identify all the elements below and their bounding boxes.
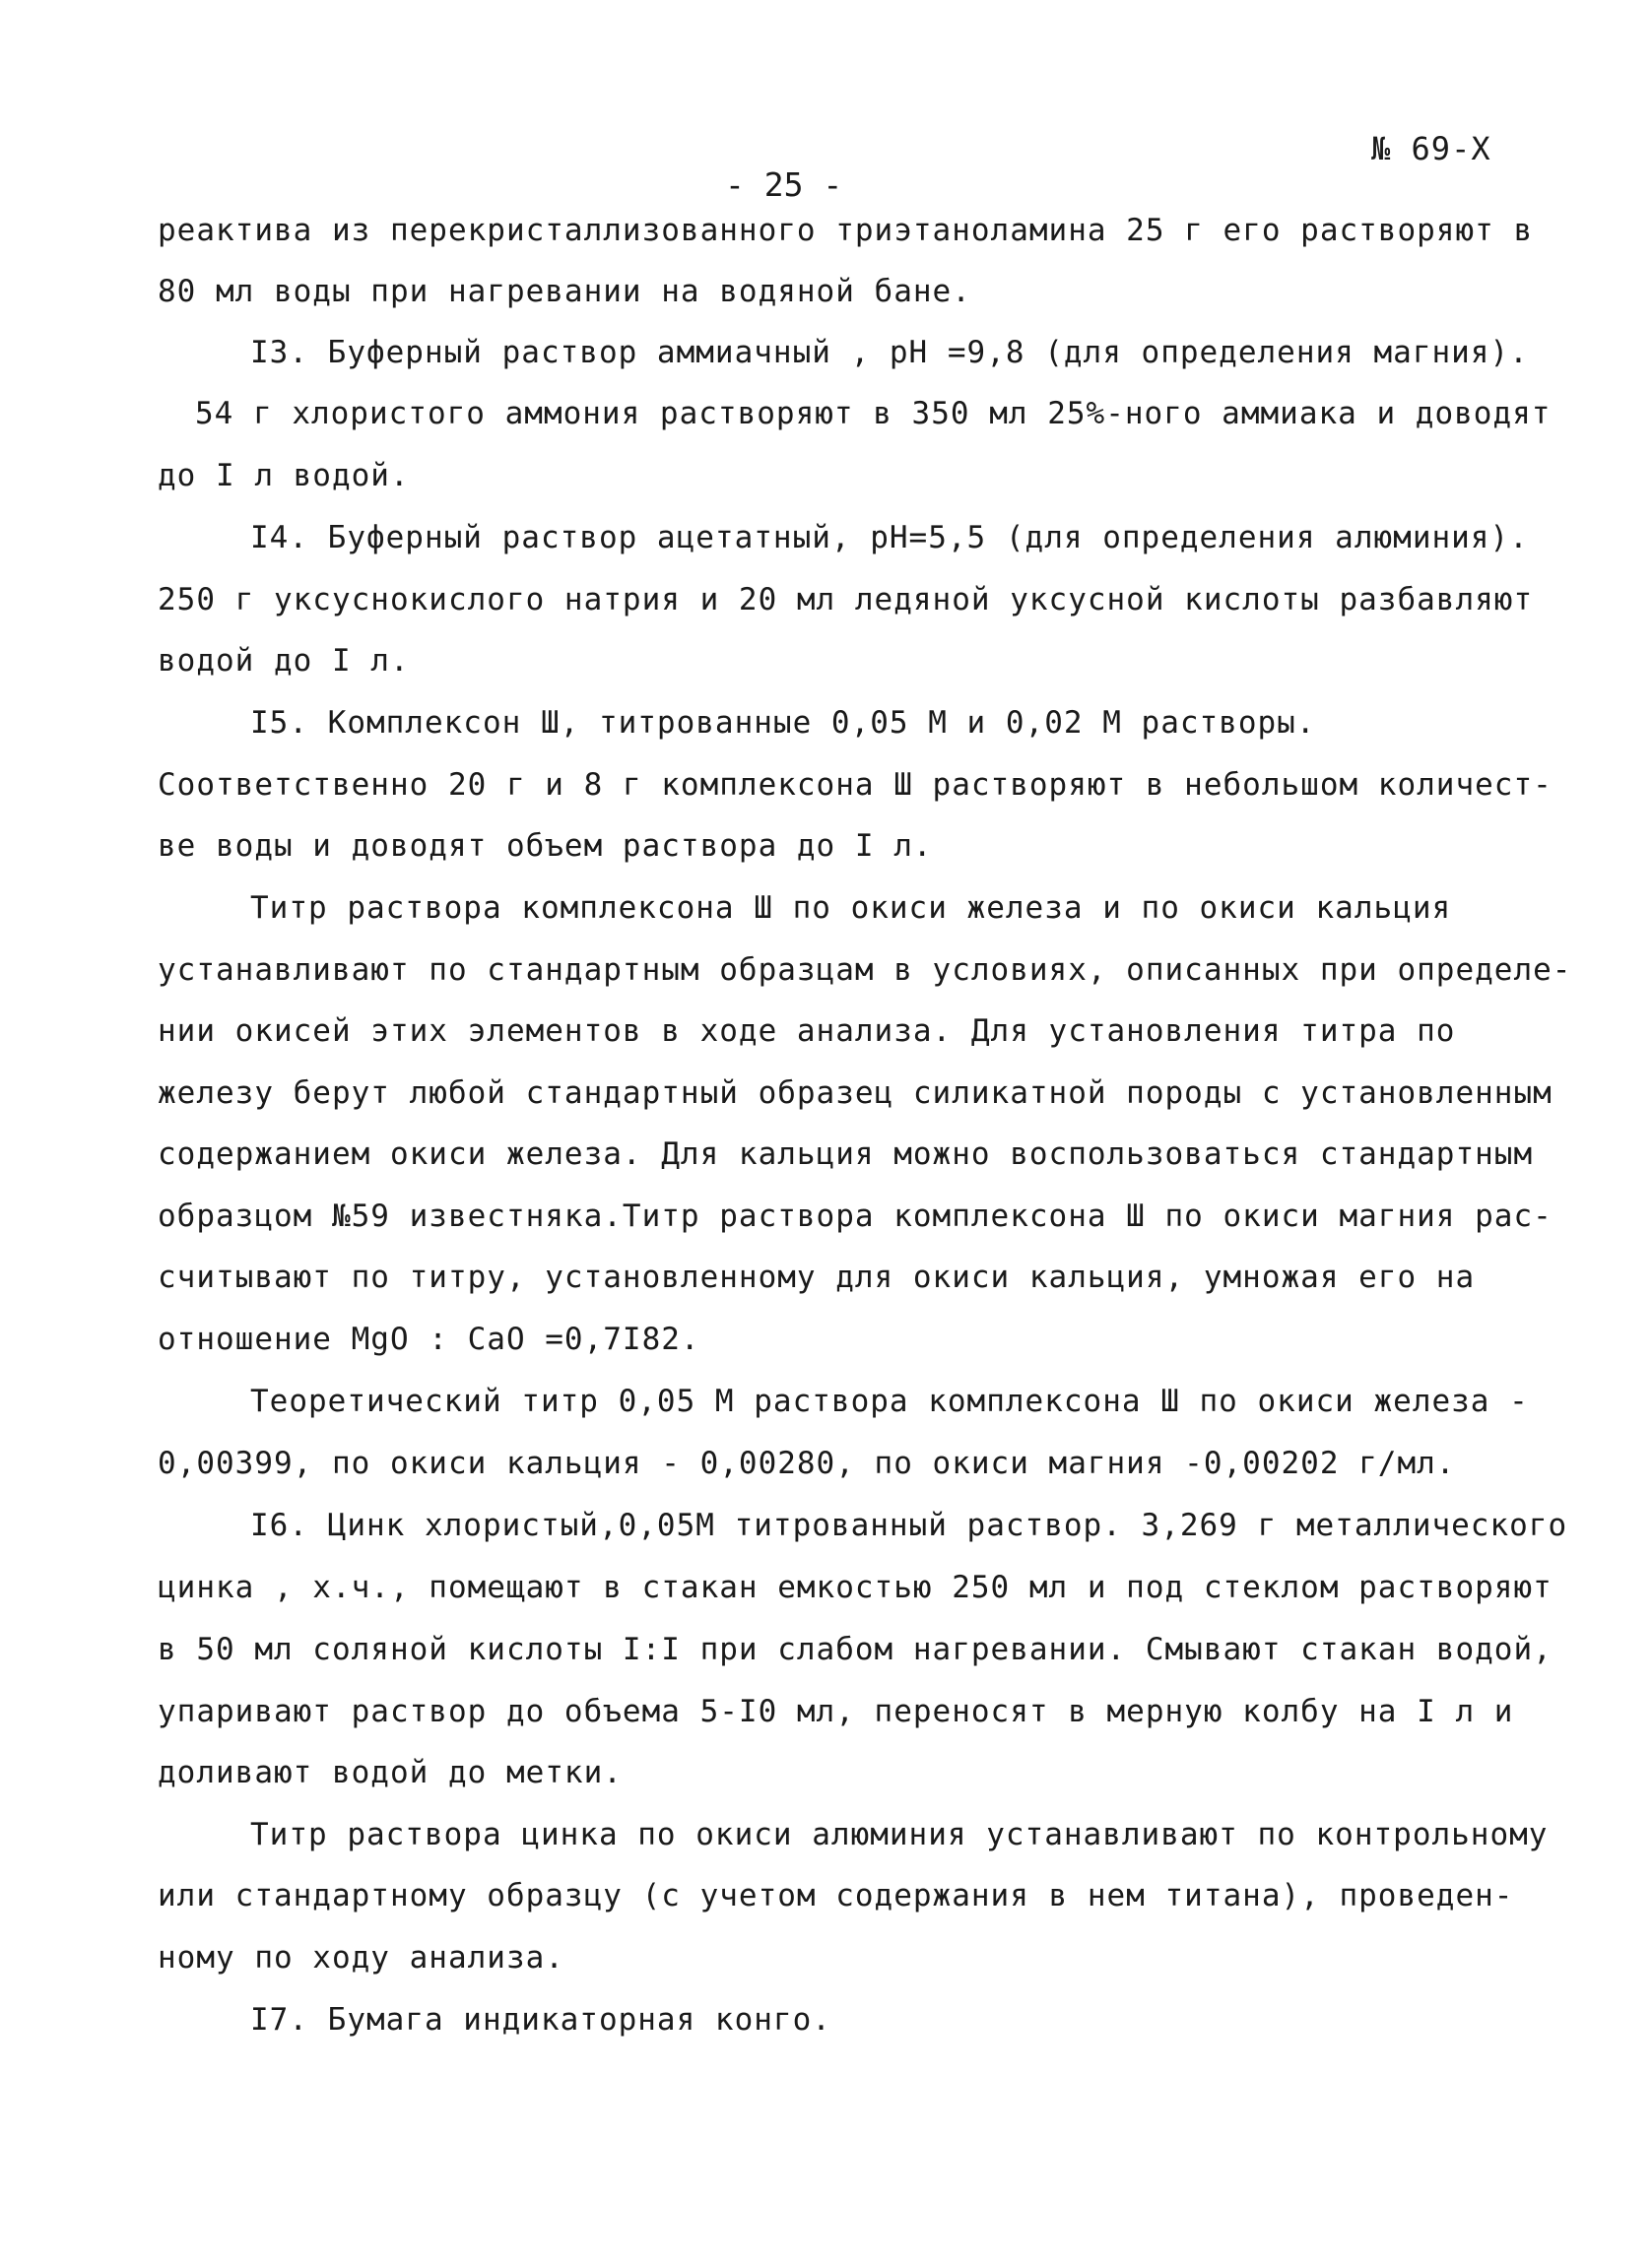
text-line: в 50 мл соляной кислоты I:I при слабом нагревании. Смывают стакан водой, [158, 1632, 1553, 1667]
text-line: нии окисей этих элементов в ходе анализа. Для установления титра по [158, 1013, 1456, 1049]
text-line: доливают водой до метки. [158, 1755, 623, 1790]
document-number: № 69-Х [1371, 130, 1491, 167]
text-line: I4. Буферный раствор ацетатный, pH=5,5 (для определения алюминия). [250, 520, 1529, 555]
text-line: цинка , х.ч., помещают в стакан емкостью 250 мл и под стеклом растворяют [158, 1570, 1553, 1605]
text-line: упаривают раствор до объема 5-I0 мл, переносят в мерную колбу на I л и [158, 1694, 1514, 1729]
text-line: I7. Бумага индикаторная конго. [250, 2002, 831, 2038]
text-line: образцом №59 известняка.Титр раствора комплексона Ш по окиси магния рас- [158, 1199, 1553, 1234]
text-line: реактива из перекристаллизованного триэтаноламина 25 г его растворяют в [158, 213, 1534, 248]
text-line: устанавливают по стандартным образцам в условиях, описанных при определе- [158, 952, 1572, 988]
text-line: водой до I л. [158, 643, 410, 679]
text-line: ве воды и доводят объем раствора до I л. [158, 828, 933, 864]
text-line: Титр раствора комплексона Ш по окиси железа и по окиси кальция [250, 890, 1452, 926]
text-line: отношение MgO : CaO =0,7I82. [158, 1322, 700, 1357]
text-line: I6. Цинк хлористый,0,05М титрованный раствор. 3,269 г металлического [250, 1508, 1568, 1543]
text-line: I5. Комплексон Ш, титрованные 0,05 М и 0,02 М растворы. [250, 705, 1316, 741]
page-number: - 25 - [725, 165, 843, 204]
text-line: или стандартному образцу (с учетом содержания в нем титана), проведен- [158, 1878, 1514, 1913]
text-line: Теоретический титр 0,05 М раствора комплексона Ш по окиси железа - [250, 1384, 1529, 1419]
text-line: Соответственно 20 г и 8 г комплексона Ш растворяют в небольшом количест- [158, 767, 1553, 803]
text-line: до I л водой. [158, 458, 410, 493]
text-line: считывают по титру, установленному для окиси кальция, умножая его на [158, 1260, 1476, 1295]
text-line: 80 мл воды при нагревании на водяной бане. [158, 274, 971, 309]
text-line: I3. Буферный раствор аммиачный , pH =9,8 (для определения магния). [250, 335, 1529, 370]
text-line: ному по ходу анализа. [158, 1940, 564, 1976]
text-line: 54 г хлористого аммония растворяют в 350 мл 25%-ного аммиака и доводят [195, 396, 1552, 431]
text-line: 250 г уксуснокислого натрия и 20 мл ледяной уксусной кислоты разбавляют [158, 582, 1534, 617]
text-line: Титр раствора цинка по окиси алюминия устанавливают по контрольному [250, 1817, 1549, 1852]
text-line: содержанием окиси железа. Для кальция можно воспользоваться стандартным [158, 1136, 1534, 1172]
text-line: железу берут любой стандартный образец силикатной породы с установленным [158, 1075, 1553, 1111]
text-line: 0,00399, по окиси кальция - 0,00280, по окиси магния -0,00202 г/мл. [158, 1446, 1456, 1481]
